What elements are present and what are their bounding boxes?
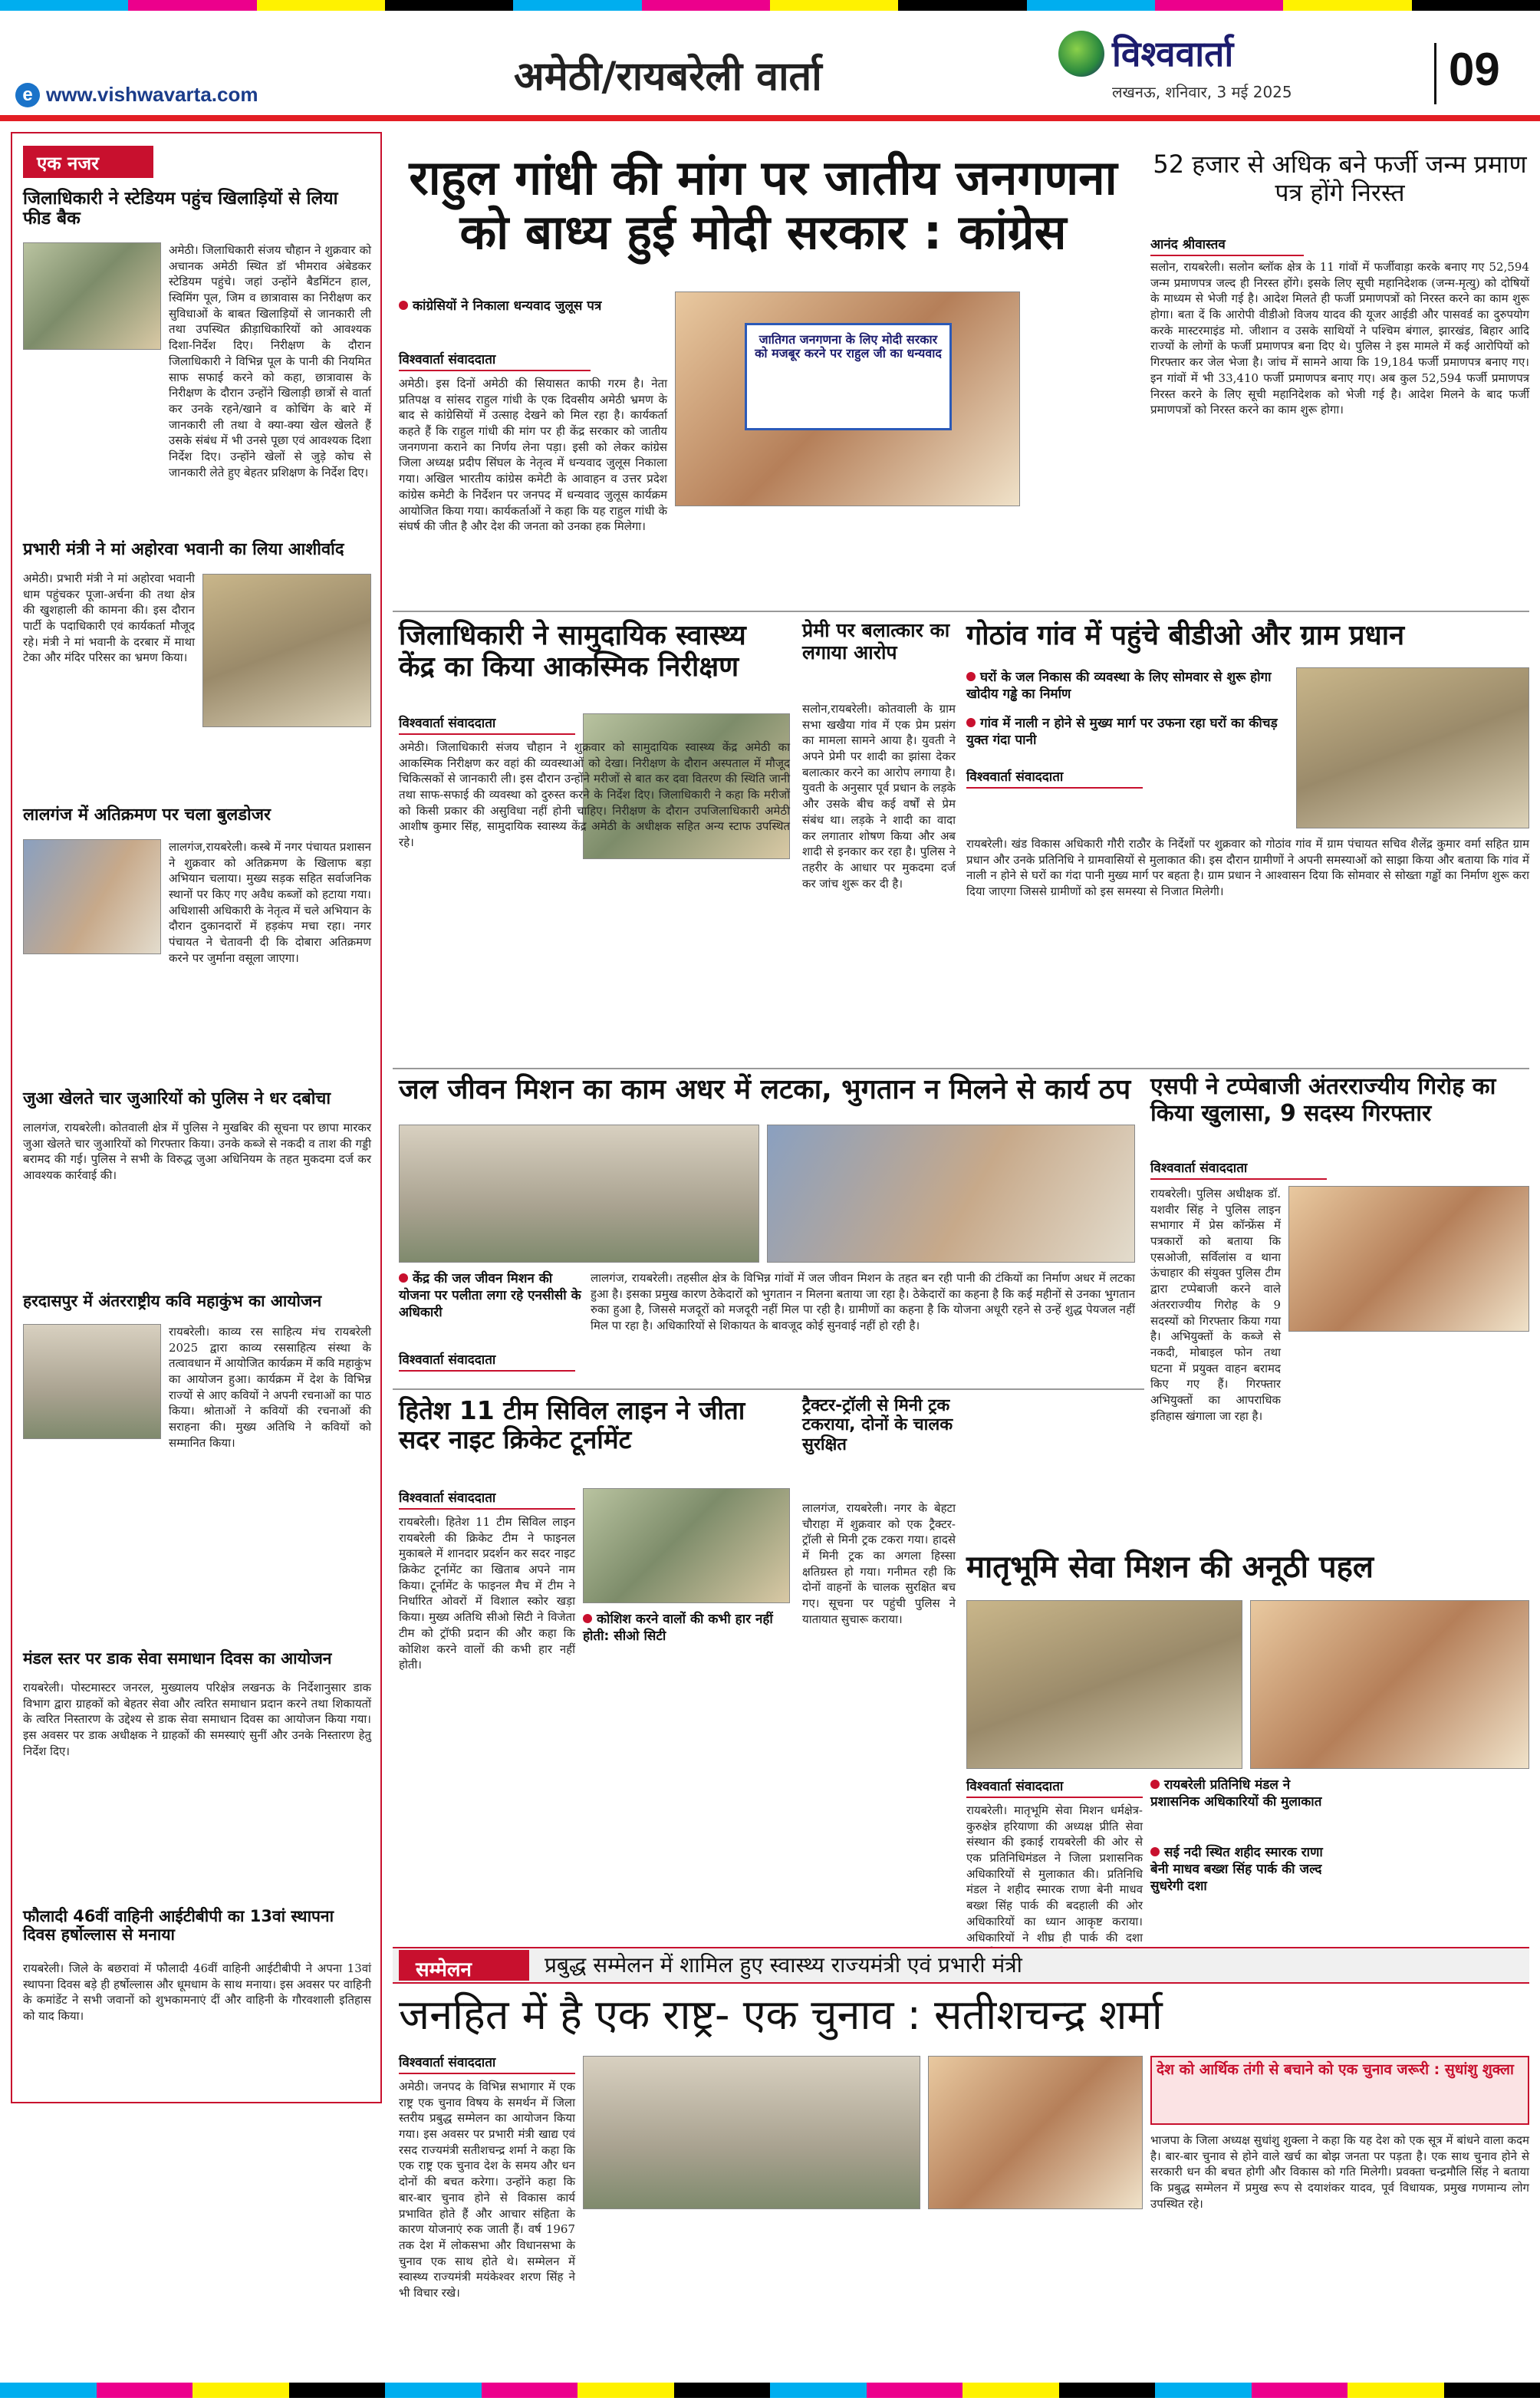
- matribhumi-byline: विश्ववार्ता संवाददाता: [966, 1777, 1143, 1798]
- registration-strip-bottom: [0, 2383, 1540, 2398]
- jal-jeevan-caption-text: केंद्र की जल जीवन मिशन की योजना पर पलीता लगा रहे एनसीसी के अधिकारी: [399, 1271, 581, 1321]
- left-item-5-headline: मंडल स्तर पर डाक सेवा समाधान दिवस का आयोजन: [23, 1649, 332, 1668]
- bullet-dot-icon: [583, 1614, 592, 1623]
- left-item-4-headline: हरदासपुर में अंतरराष्ट्रीय कवि महाकुंभ का आयोजन: [23, 1292, 322, 1310]
- dateline: लखनऊ, शनिवार, 3 मई 2025: [1112, 83, 1292, 101]
- lead-caption: [399, 298, 660, 341]
- tractor-headline: ट्रैक्टर-ट्रॉली से मिनी ट्रक टकराया, दोनों के चालक सुरक्षित: [802, 1396, 953, 1454]
- right-top-headline: 52 हजार से अधिक बने फर्जी जन्म प्रमाण पत्र होंगे निरस्त: [1153, 150, 1527, 207]
- page-number: 09: [1434, 43, 1534, 104]
- sp-byline: विश्ववार्ता संवाददाता: [1150, 1158, 1327, 1180]
- bottom-body-cont: [583, 2217, 1143, 2355]
- matribhumi-body-cont: [1342, 1777, 1529, 1938]
- bullet-dot-icon: [966, 672, 976, 681]
- left-item-5-body: रायबरेली। पोस्टमास्टर जनरल, मुख्यालय परिक्षेत्र लखनऊ के निर्देशानुसार डाक विभाग द्वारा ग्राहकों को बेहतर सेवा और त्वरित समाधान प्रदान करने तथा शिकायतों के त्वरित निस्तारण के उद्देश्य से डाक सेवा समाधान दिवस का आयोजन किया गया। इस अवसर पर डाक अधीक्षक ने ग्राहकों की समस्याएं सुनीं और उनके निस्तारण हेतु निर्देश दिए।: [23, 1681, 371, 1758]
- jal-jeevan-headline: जल जीवन मिशन का काम अधर में लटका, भुगतान न मिलने से कार्य ठप: [399, 1074, 1131, 1105]
- cricket-body: रायबरेली। हितेश 11 टीम सिविल लाइन रायबरेली की क्रिकेट टीम ने फाइनल मुकाबले में शानदार प्रदर्शन कर सदर नाइट क्रिकेट टूर्नामेंट का खिताब अपने नाम किया। टूर्नामेंट के फाइनल मैच में टीम ने निर्धारित ओवरों में विशाल स्कोर खड़ा किया। मुख्य अतिथि सीओ सिटी ने विजेता टीम को ट्रॉफी प्रदान की और कहा कि कोशिश करने वालों की कभी हार नहीं होती।: [399, 1515, 575, 1672]
- divider: [393, 611, 1529, 612]
- left-item-4-photo: [23, 1324, 161, 1439]
- cricket-headline: हितेश 11 टीम सिविल लाइन ने जीता सदर नाइट क्रिकेट टूर्नामेंट: [399, 1395, 745, 1454]
- left-item-0-photo: [23, 242, 161, 350]
- brand-logo-icon: [1058, 31, 1104, 77]
- cricket-caption-text: कोशिश करने वालों की कभी हार नहीं होती: सीओ सिटी: [583, 1612, 773, 1645]
- bottom-photo-2: [928, 2056, 1143, 2209]
- right-top-byline: आनंद श्रीवास्तव: [1150, 235, 1304, 256]
- sammelan-tag: सम्मेलन: [399, 1950, 529, 1981]
- bullet-dot-icon: [1150, 1780, 1160, 1789]
- bullet-dot-icon: [966, 718, 976, 727]
- brand-name: विश्ववार्ता: [1112, 33, 1234, 74]
- gothav-bullet-1-text: घरों के जल निकास की व्यवस्था के लिए सोमवार से शुरू होगा खोदीय गड्ढे का निर्माण: [966, 670, 1272, 703]
- left-item-2-headline: लालगंज में अतिक्रमण पर चला बुलडोजर: [23, 805, 271, 825]
- bottom-photo-1: [583, 2056, 920, 2209]
- jal-jeevan-byline: विश्ववार्ता संवाददाता: [399, 1350, 575, 1372]
- jal-jeevan-photo-2: [767, 1125, 1135, 1263]
- left-item-2-body: लालगंज,रायबरेली। कस्बे में नगर पंचायत प्रशासन ने शुक्रवार को अतिक्रमण के खिलाफ बड़ा अभियान चलाया। मुख्य सड़क सहित सर्वाजनिक स्थानों पर किए गए अवैध कब्जों को हटाया गया। अधिशासी अधिकारी के नेतृत्व में चले अभियान के दौरान दुकानदारों में हड़कंप मचा रहा। नगर पंचायत ने चेतावनी दी कि दोबारा अतिक्रमण करने पर जुर्माना वसूला जाएगा।: [169, 840, 371, 965]
- matribhumi-bullet-2: [1150, 1844, 1334, 1921]
- gothav-byline: विश्ववार्ता संवाददाता: [966, 767, 1143, 789]
- left-item-2-photo: [23, 839, 161, 954]
- left-item-0-body: अमेठी। जिलाधिकारी संजय चौहान ने शुक्रवार को अचानक अमेठी स्थित डॉ भीमराव अंबेडकर स्टेडियम पहुंचे। जहां उन्होंने बैडमिंटन हाल, स्विमिंग पूल, जिम व छात्रावास का निरीक्षण कर सुविधाओं के बाबत खिलाड़ियों से जानकारी ली तथा उपस्थित क्रीड़ाधिकारियों को आवश्यक दिशा-निर्देश दिए। निरीक्षण के दौरान जिलाधिकारी ने विभिन्न पूल के पानी की नियमित साफ सफाई करने को कहा, छात्रावास के निरीक्षण के दौरान उन्होंने खिलाड़ी छात्रों से वार्ता कर उनके रहने/खाने व कोचिंग के बारे में जानकारी ली तथा वे क्या-क्या खेल खेलते हैं उसके संबंध में भी उनसे पूछा एवं आवश्यक दिशा निर्देश दिए। उन्होंने खेलों से जुड़े कोच से जानकारी लेते हुए बेहतर प्रशिक्षण के निर्देश दिए।: [169, 243, 371, 479]
- dm-chc-byline: विश्ववार्ता संवाददाता: [399, 713, 575, 735]
- bottom-body: अमेठी। जनपद के विभिन्न सभागार में एक राष्ट्र एक चुनाव विषय के समर्थन में जिला स्तरीय प्रबुद्ध सम्मेलन का आयोजन किया गया। इस अवसर पर प्रभारी मंत्री खाद्य एवं रसद राज्यमंत्री सतीशचन्द्र शर्मा ने कहा कि एक राष्ट्र एक चुनाव देश के समय और धन दोनों की बचत करेगा। उन्होंने कहा कि बार-बार चुनाव होने से विकास कार्य प्रभावित होते हैं और आचार संहिता के कारण योजनाएं रुक जाती हैं। वर्ष 1967 तक देश में लोकसभा और विधानसभा के चुनाव एक साथ होते थे। सम्मेलन में स्वास्थ्य राज्यमंत्री मयंकेश्वर शरण सिंह ने भी विचार रखे।: [399, 2080, 575, 2300]
- masthead-rule: [0, 115, 1540, 121]
- left-item-4-body: रायबरेली। काव्य रस साहित्य मंच रायबरेली 2025 द्वारा काव्य रससाहित्य संस्था के तत्वावधान में आयोजित कार्यक्रम में कवि महाकुंभ का आयोजन हुआ। कार्यक्रम में देश के विभिन्न राज्यों से आए कवियों ने अपनी रचनाओं का पाठ किया। श्रोताओं ने कवियों की रचनाओं की सराहना की। मुख्य अतिथि ने कवियों को सम्मानित किया।: [169, 1325, 371, 1450]
- left-item-1-photo: [202, 574, 371, 727]
- bottom-byline: विश्ववार्ता संवाददाता: [399, 2053, 575, 2074]
- cricket-byline: विश्ववार्ता संवाददाता: [399, 1488, 575, 1510]
- divider: [393, 1068, 1529, 1069]
- website-url[interactable]: www.vishwavarta.com: [46, 83, 258, 106]
- gothav-bullet-2-text: गांव में नाली न होने से मुख्य मार्ग पर उफना रहा घरों का कीचड़ युक्त गंदा पानी: [966, 716, 1278, 749]
- left-item-1-body: अमेठी। प्रभारी मंत्री ने मां अहोरवा भवानी धाम पहुंचकर पूजा-अर्चना की तथा क्षेत्र की खुशहाली की कामना की। इस दौरान पार्टी के पदाधिकारी एवं कार्यकर्ता मौजूद रहे। मंत्री ने मां भवानी के दरबार में माथा टेका और मंदिर परिसर का भ्रमण किया।: [23, 571, 195, 665]
- lead-banner-text: जातिगत जनगणना के लिए मोदी सरकार को मजबूर करने पर राहुल जी का धन्यवाद: [755, 332, 942, 361]
- left-item-6-body: रायबरेली। जिले के बछरावां में फौलादी 46वीं वाहिनी आईटीबीपी ने अपना 13वां स्थापना दिवस बड़े ही हर्षोल्लास और धूमधाम के साथ मनाया। इस अवसर पर वाहिनी के कमांडेंट ने सभी जवानों को शुभकामनाएं दीं और वाहिनी के गौरवशाली इतिहास को याद किया।: [23, 1961, 371, 2024]
- sp-headline: एसपी ने टप्पेबाजी अंतरराज्यीय गिरोह का किया खुलासा, 9 सदस्य गिरफ्तार: [1150, 1073, 1496, 1127]
- matribhumi-body: रायबरेली। मातृभूमि सेवा मिशन धर्मक्षेत्र-कुरुक्षेत्र हरियाणा की अध्यक्ष प्रीति सेवा संस्थान की इकाई रायबरेली की ओर से एक प्रतिनिधिमंडल ने जिला प्रशासनिक अधिकारियों से मुलाकात की। प्रतिनिधि मंडल ने शहीद स्मारक राणा बेनी माधव बख्श सिंह पार्क की बदहाली की ओर अधिकारियों का ध्यान आकृष्ट कराया। अधिकारियों ने शीघ्र ही पार्क की दशा: [966, 1803, 1143, 1945]
- matribhumi-photo-2: [1250, 1600, 1529, 1769]
- cricket-photo: [583, 1488, 790, 1603]
- gothav-body: रायबरेली। खंड विकास अधिकारी गौरी राठौर के निर्देशों पर शुक्रवार को गोठांव गांव में ग्राम पंचायत सचिव शैलेंद्र कुमार वर्मा सहित ग्राम प्रधान और उनके प्रतिनिधि ने ग्रामवासियों से मुलाकात की। इस दौरान ग्रामीणों ने अपनी समस्याओं को साझा किया और बताया कि गांव में नाली न होने से घरों का गंदा पानी मुख्य मार्ग पर बहता है। ग्राम प्रधान ने आश्वासन दिया कि सोमवार से सोख्ता गड्ढों का निर्माण शुरू करा दिया जाएगा जिससे ग्रामीणों को इस समस्या से निजात मिलेगी।: [966, 837, 1529, 899]
- sp-photo: [1288, 1186, 1529, 1332]
- lead-byline: विश्ववार्ता संवाददाता: [399, 350, 591, 371]
- bullet-dot-icon: [399, 301, 408, 310]
- rape-body: सलोन,रायबरेली। कोतवाली के ग्राम सभा खखैया गांव में एक प्रेम प्रसंग का मामला सामने आया है। युवती ने अपने प्रेमी पर शादी का झांसा देकर बलात्कार करने का आरोप लगाया है। युवती के अनुसार पूर्व प्रधान के लड़के और उसके बीच कई वर्षों से प्रेम संबंध था। लड़के ने शादी का वादा कर लगातार शोषण किया और अब शादी से इनकार कर रहा है। पुलिस ने तहरीर के आधार पर मुकदमा दर्ज कर जांच शुरू कर दी है।: [802, 702, 956, 891]
- jal-jeevan-photo-1: [399, 1125, 759, 1263]
- registration-strip-top: [0, 0, 1540, 11]
- dm-chc-body: अमेठी। जिलाधिकारी संजय चौहान ने शुक्रवार को सामुदायिक स्वास्थ्य केंद्र अमेठी का आकस्मिक निरीक्षण कर वहां की व्यवस्थाओं को देखा। निरीक्षण के दौरान अस्पताल में मौजूद चिकित्सकों से जानकारी ली। इस दौरान उन्होंने मरीजों से बात कर दवा वितरण की स्थिति जानी तथा साफ-सफाई की व्यवस्था को दुरुस्त करने के निर्देश दिए। जिलाधिकारी ने कहा कि मरीजों को किसी प्रकार की असुविधा नहीं होनी चाहिए। निरीक्षण के दौरान उपजिलाधिकारी अमेठी आशीष कुमार सिंह, सामुदायिक स्वास्थ्य केंद्र अमेठी के अधीक्षक सहित अन्य स्टाफ उपस्थित रहे।: [399, 740, 790, 850]
- gothav-headline: गोठांव गांव में पहुंचे बीडीओ और ग्राम प्रधान: [966, 620, 1405, 651]
- lead-body-a: अमेठी। इस दिनों अमेठी की सियासत काफी गरम है। नेता प्रतिपक्ष व सांसद राहुल गांधी के एक दिवसीय अमेठी भ्रमण के बाद से कांग्रेसियों में उत्साह देखने को मिल रहा है। कार्यकर्ता कहते हैं कि राहुल गांधी की मांग पर ही केंद्र सरकार को जातीय जनगणना कराने का निर्णय लेना पड़ा। इसी को लेकर कांग्रेस जिला अध्यक्ष प्रदीप सिंघल के नेतृत्व में धन्यवाद जुलूस निकाला गया। अखिल भारतीय कांग्रेस कमेटी के आवाहन व उत्तर प्रदेश कांग्रेस कमेटी के निर्देशन पर जनपद में धन्यवाद जुलूस कार्यक्रम आयोजित किया गया। कार्यकर्ताओं ने कहा कि यह राहुल गांधी के संघर्ष की जीत है और देश की जनता को उनका हक मिलेगा।: [399, 377, 667, 534]
- left-item-3-headline: जुआ खेलते चार जुआरियों को पुलिस ने धर दबोचा: [23, 1089, 331, 1108]
- left-item-3-body: लालगंज, रायबरेली। कोतवाली क्षेत्र में पुलिस ने मुखबिर की सूचना पर छापा मारकर जुआ खेलते चार जुआरियों को गिरफ्तार किया। उनके कब्जे से नकदी व ताश की गड्डी बरामद की गई। पुलिस ने सभी के विरुद्ध जुआ अधिनियम के तहत मुकदमा दर्ज कर आवश्यक कार्रवाई की।: [23, 1121, 371, 1183]
- jal-jeevan-caption: [399, 1270, 583, 1339]
- right-top-body: सलोन, रायबरेली। सलोन ब्लॉक क्षेत्र के 11 गांवों में फर्जीवाड़ा करके बनाए गए 52,594 जन्म प्रमाणपत्र जल्द ही निरस्त होंगे। इसके लिए सूची महानिदेशक (जन्म-मृत्यु) को दोषियों के माध्यम से भेजी गई है। आदेश मिलते ही फर्जी प्रमाणपत्रों को निरस्त करने का काम शुरू होगा। बता दें कि आरोपी वीडीओ विजय यादव की यूजर आईडी और पासवर्ड का दुरुपयोग करके मास्टरमाइंड मो. जीशान व उसके साथियों ने पश्चिम बंगाल, झारखंड, बिहार आदि राज्यों के लोगों के फर्जी प्रमाणपत्र बना दिए थे। पुलिस ने इस मामले में कई आरोपियों को गिरफ्तार कर जेल भेजा है। जांच में सामने आया कि 19,184 फर्जी प्रमाणपत्र बनाए गए। इन गांवों में भी 33,410 फर्जी प्रमाणपत्र बनाए गए। अब कुल 52,594 फर्जी प्रमाणपत्र निरस्त करने के लिए सूची महानिदेशक को भेजी गई है। आदेश मिलने के बाद फर्जी प्रमाणपत्रों को निरस्त करने का काम शुरू होगा।: [1150, 260, 1529, 417]
- bullet-dot-icon: [1150, 1847, 1160, 1856]
- url-icon: e: [15, 83, 40, 107]
- section-title: अमेठी/रायबरेली वार्ता: [514, 54, 822, 100]
- divider: [393, 1388, 1144, 1390]
- lead-headline: राहुल गांधी की मांग पर जातीय जनगणना को बाध्य हुई मोदी सरकार : कांग्रेस: [409, 150, 1117, 261]
- tractor-body: लालगंज, रायबरेली। नगर के बेहटा चौराहा में शुक्रवार को एक ट्रैक्टर-ट्रॉली से मिनी ट्रक टकरा गया। हादसे में मिनी ट्रक का अगला हिस्सा क्षतिग्रस्त हो गया। गनीमत रही कि दोनों वाहनों के चालक सुरक्षित बच गए। सूचना पर पहुंची पुलिस ने यातायात सुचारू कराया।: [802, 1501, 956, 1626]
- jal-jeevan-body: लालगंज, रायबरेली। तहसील क्षेत्र के विभिन्न गांवों में जल जीवन मिशन के तहत बन रही पानी की टंकियों का निर्माण अधर में लटका हुआ है। इसका प्रमुख कारण ठेकेदारों को भुगतान न मिलना बताया जा रहा है। ठेकेदारों का कहना है कि कई महीनों से उनका भुगतान रुका हुआ है, जिससे मजदूरों को मजदूरी नहीं मिल पा रही है। ग्रामीणों का कहना है कि योजना अधूरी रहने से उन्हें शुद्ध पेयजल नहीं मिल पा रहा है। अधिकारियों से शिकायत के बावजूद कोई सुनवाई नहीं हो रही है।: [591, 1271, 1135, 1333]
- bottom-side-headline: देश को आर्थिक तंगी से बचाने को एक चुनाव जरूरी : सुधांशु शुक्ला: [1157, 2061, 1514, 2078]
- matribhumi-bullet-2-text: सई नदी स्थित शहीद स्मारक राणा बेनी माधव बख्श सिंह पार्क की जल्द सुधरेगी दशा: [1150, 1845, 1323, 1895]
- matribhumi-bullet-1: [1150, 1777, 1334, 1838]
- gothav-bullet-1: [966, 669, 1288, 712]
- left-item-0-headline: जिलाधिकारी ने स्टेडियम पहुंच खिलाड़ियों से लिया फीड बैक: [23, 189, 338, 229]
- lead-photo: [675, 291, 1020, 506]
- matribhumi-bullet-1-text: रायबरेली प्रतिनिधि मंडल ने प्रशासनिक अधिकारियों की मुलाकात: [1150, 1777, 1322, 1810]
- rape-headline: प्रेमी पर बलात्कार का लगाया आरोप: [802, 619, 950, 664]
- lead-banner-sign: [745, 323, 952, 430]
- bottom-headline: जनहित में है एक राष्ट्र- एक चुनाव : सतीशचन्द्र शर्मा: [399, 1991, 1163, 2039]
- bottom-side-box: [1150, 2056, 1529, 2125]
- sammelan-text: प्रबुद्ध सम्मेलन में शामिल हुए स्वास्थ्य राज्यमंत्री एवं प्रभारी मंत्री: [545, 1952, 1022, 1978]
- bullet-dot-icon: [399, 1273, 408, 1283]
- dm-chc-headline: जिलाधिकारी ने सामुदायिक स्वास्थ्य केंद्र का किया आकस्मिक निरीक्षण: [399, 620, 746, 683]
- ek-nazar-label: एक नजर: [23, 146, 153, 178]
- matribhumi-photo-1: [966, 1600, 1242, 1769]
- bottom-side-body: भाजपा के जिला अध्यक्ष सुधांशु शुक्ला ने कहा कि यह देश को एक सूत्र में बांधने वाला कदम है। बार-बार चुनाव से होने वाले खर्च का बोझ जनता पर पड़ता है। एक साथ चुनाव होने से सरकारी धन की बचत होगी और विकास को गति मिलेगी। प्रवक्ता चन्द्रमौलि सिंह ने बताया कि प्रबुद्ध सम्मेलन में प्रमुख रूप से दयाशंकर यादव, पूर्व विधायक, प्रमुख गणमान्य लोग उपस्थित रहे।: [1150, 2133, 1529, 2211]
- gothav-photo: [1296, 667, 1529, 828]
- sp-body: रायबरेली। पुलिस अधीक्षक डॉ. यशवीर सिंह ने पुलिस लाइन सभागार में प्रेस कॉन्फ्रेंस में पत्रकारों को बताया कि एसओजी, सर्विलांस व थाना ऊंचाहार की संयुक्त पुलिस टीम द्वारा टप्पेबाजी करने वाले अंतरराज्यीय गिरोह के 9 सदस्यों को गिरफ्तार किया गया है। अभियुक्तों के कब्जे से नकदी, मोबाइल फोन तथा घटना में प्रयुक्त वाहन बरामद किए गए हैं। गिरफ्तार अभियुक्तों का आपराधिक इतिहास खंगाला जा रहा है।: [1150, 1187, 1281, 1423]
- cricket-caption: [583, 1611, 790, 1657]
- gothav-bullet-2: [966, 715, 1288, 758]
- left-item-6-headline: फौलादी 46वीं वाहिनी आईटीबीपी का 13वां स्थापना दिवस हर्षोल्लास से मनाया: [23, 1907, 334, 1945]
- left-item-1-headline: प्रभारी मंत्री ने मां अहोरवा भवानी का लिया आशीर्वाद: [23, 540, 344, 559]
- matribhumi-headline: मातृभूमि सेवा मिशन की अनूठी पहल: [966, 1550, 1374, 1585]
- lead-caption-text: कांग्रेसियों ने निकाला धन्यवाद जुलूस पत्र: [413, 298, 602, 314]
